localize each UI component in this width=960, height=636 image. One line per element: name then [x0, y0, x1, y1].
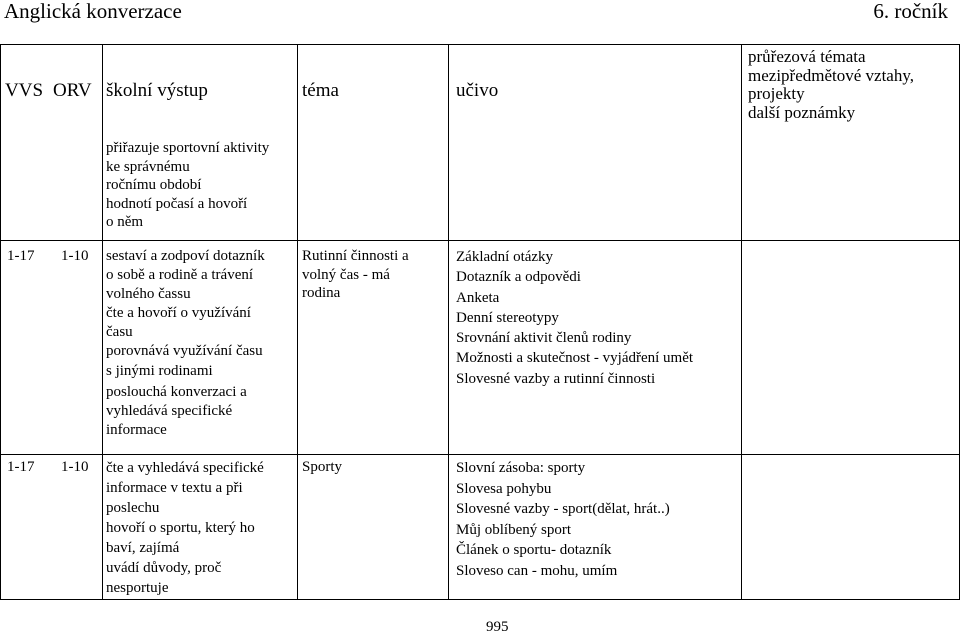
curriculum-line: Článek o sportu- dotazník — [456, 542, 612, 558]
header-notes-line: projekty — [748, 84, 805, 103]
row-1-curriculum — [456, 247, 693, 389]
header-vvs: VVS — [5, 80, 44, 101]
outcome-line: ročnímu období — [106, 177, 202, 194]
row-1-topic — [302, 247, 409, 303]
page-number: 995 — [486, 619, 509, 635]
outcome-line: poslechu — [106, 500, 160, 516]
topic-line: Sporty — [302, 459, 343, 475]
table-border-outcome — [102, 44, 103, 600]
row-1-vvs: 1-17 — [7, 248, 35, 264]
header-orv: ORV — [53, 80, 92, 101]
row-2-curriculum — [456, 458, 670, 581]
row-2-orv: 1-10 — [61, 459, 89, 475]
header-outcome: školní výstup — [106, 80, 208, 101]
outcome-line: volného čassu — [106, 286, 191, 303]
outcome-line: informace — [106, 421, 167, 438]
outcome-line: baví, zajímá — [106, 540, 180, 556]
curriculum-line: Možnosti a skutečnost - vyjádření umět — [456, 350, 694, 367]
curriculum-line: Můj oblíbený sport — [456, 521, 571, 538]
table-border-notes — [741, 44, 742, 600]
outcome-line: uvádí důvody, proč — [106, 560, 222, 576]
outcome-line: informace v textu a při — [106, 480, 243, 496]
outcome-line: hodnotí počasí a hovoří — [106, 195, 248, 212]
grade-title: 6. ročník — [873, 0, 948, 23]
curriculum-line: Slovesné vazby a rutinní činnosti — [456, 370, 656, 387]
curriculum-line: Slovesné vazby - sport(dělat, hrát..) — [456, 501, 670, 517]
outcome-line: porovnává využívání času — [106, 343, 263, 360]
table-border-top — [0, 44, 960, 45]
curriculum-line: Anketa — [456, 289, 500, 306]
header-curriculum: učivo — [456, 80, 499, 101]
outcome-line: nesportuje — [106, 580, 169, 596]
curriculum-line: Dotazník a odpovědi — [456, 269, 581, 286]
row-0-outcomes — [106, 139, 269, 232]
row-2-vvs: 1-17 — [7, 459, 35, 475]
curriculum-line: Denní stereotypy — [456, 309, 559, 326]
topic-line: rodina — [302, 285, 341, 302]
table-border-bottom — [0, 599, 960, 600]
header-notes — [748, 48, 914, 122]
row-1-orv: 1-10 — [61, 248, 89, 264]
outcome-line: o něm — [106, 214, 144, 231]
row-2-outcomes — [106, 458, 264, 598]
outcome-line: hovoří o sportu, který ho — [106, 520, 255, 536]
outcome-line: sestaví a zodpoví dotazník — [106, 248, 265, 264]
outcome-line: o sobě a rodině a trávení — [106, 267, 254, 284]
curriculum-line: Sloveso can - mohu, umím — [456, 562, 618, 579]
curriculum-line: Slovní zásoba: sporty — [456, 460, 586, 476]
table-border-left — [0, 44, 1, 600]
outcome-line: s jinými rodinami — [106, 362, 213, 379]
row-divider-1 — [0, 240, 960, 241]
table-border-topic — [297, 44, 298, 600]
outcome-line: poslouchá konverzaci a — [106, 383, 247, 400]
curriculum-line: Srovnání aktivit členů rodiny — [456, 330, 632, 347]
outcome-line: čte a vyhledává specifické — [106, 460, 264, 476]
outcome-line: času — [106, 324, 133, 341]
header-notes-line: mezipředmětové vztahy, — [748, 65, 914, 85]
outcome-line: ke správnému — [106, 158, 190, 175]
outcome-line: čte a hovoří o využívání — [106, 305, 251, 322]
subject-title: Anglická konverzace — [4, 0, 182, 23]
header-topic: téma — [302, 80, 339, 101]
topic-line: Rutinní činnosti a — [302, 248, 409, 264]
header-notes-line: další poznámky — [748, 102, 856, 122]
title-bar — [0, 0, 960, 44]
topic-line: volný čas - má — [302, 266, 390, 283]
row-2-topic — [302, 458, 342, 477]
row-divider-2 — [0, 454, 960, 455]
curriculum-line: Základní otázky — [456, 249, 554, 265]
table-border-curriculum — [448, 44, 449, 600]
outcome-line: vyhledává specifické — [106, 402, 233, 419]
header-notes-line: průřezová témata — [748, 47, 866, 66]
row-1-outcomes — [106, 247, 265, 440]
curriculum-line: Slovesa pohybu — [456, 480, 552, 497]
outcome-line: přiřazuje sportovní aktivity — [106, 140, 270, 156]
